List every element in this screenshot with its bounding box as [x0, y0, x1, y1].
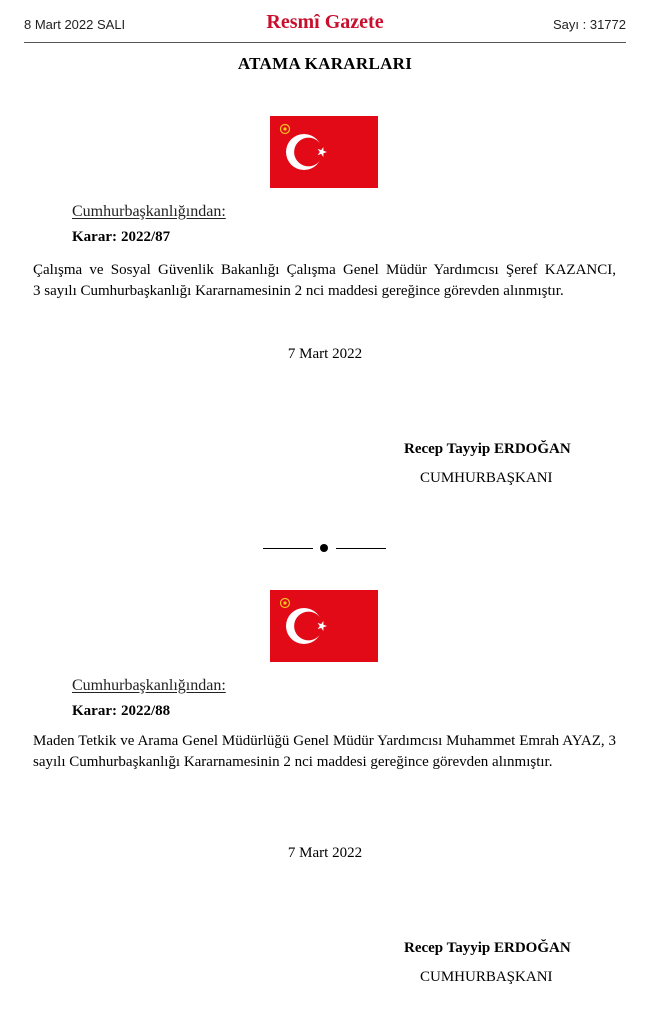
signer-title: CUMHURBAŞKANI [420, 470, 553, 486]
gazette-header [24, 10, 626, 43]
decision-text: Maden Tetkik ve Arama Genel Müdürlüğü Genel Müdür Yardımcısı Muhammet Emrah AYAZ, 3 sayılı Cumhurbaşkanlığı Kararnamesinin 2 nci maddesi gereğince görevden alınmıştır. [33, 733, 616, 770]
decision-number [72, 229, 170, 246]
turkish-flag-icon [270, 116, 378, 188]
decision-number-label: Karar: [72, 703, 117, 719]
decision-date: 7 Mart 2022 [287, 845, 363, 861]
decision-text [33, 260, 616, 302]
signer-title: CUMHURBAŞKANI [420, 969, 553, 985]
separator-dot [320, 544, 328, 552]
signer-name: Recep Tayyip ERDOĞAN [404, 940, 571, 956]
header-date: 8 Mart 2022 SALI [24, 17, 126, 32]
decision-text-line: 3 sayılı Cumhurbaşkanlığı Kararnamesinin 2 nci maddesi gereğince görevden alınmıştır. [33, 283, 564, 299]
decision-number-label: Karar: [72, 229, 117, 245]
issue-number: Sayı : 31772 [553, 17, 626, 32]
gazette-title: Resmî Gazete [266, 11, 384, 33]
section-separator [0, 538, 650, 558]
separator-line [336, 548, 386, 549]
section-title: ATAMA KARARLARI [237, 54, 413, 73]
issuer-label: Cumhurbaşkanlığından: [72, 203, 226, 220]
decision-date: 7 Mart 2022 [287, 346, 363, 362]
decision-number [72, 703, 170, 720]
separator-line [263, 548, 313, 549]
decision-number-value: 2022/88 [120, 703, 171, 719]
decision-text-line: Çalışma ve Sosyal Güvenlik Bakanlığı Çalışma Genel Müdür Yardımcısı Şeref KAZANCI, [33, 262, 616, 278]
decision-number-value: 2022/87 [120, 229, 171, 245]
signer-name: Recep Tayyip ERDOĞAN [404, 441, 571, 457]
turkish-flag-icon [270, 590, 378, 662]
issuer-label: Cumhurbaşkanlığından: [72, 677, 226, 694]
